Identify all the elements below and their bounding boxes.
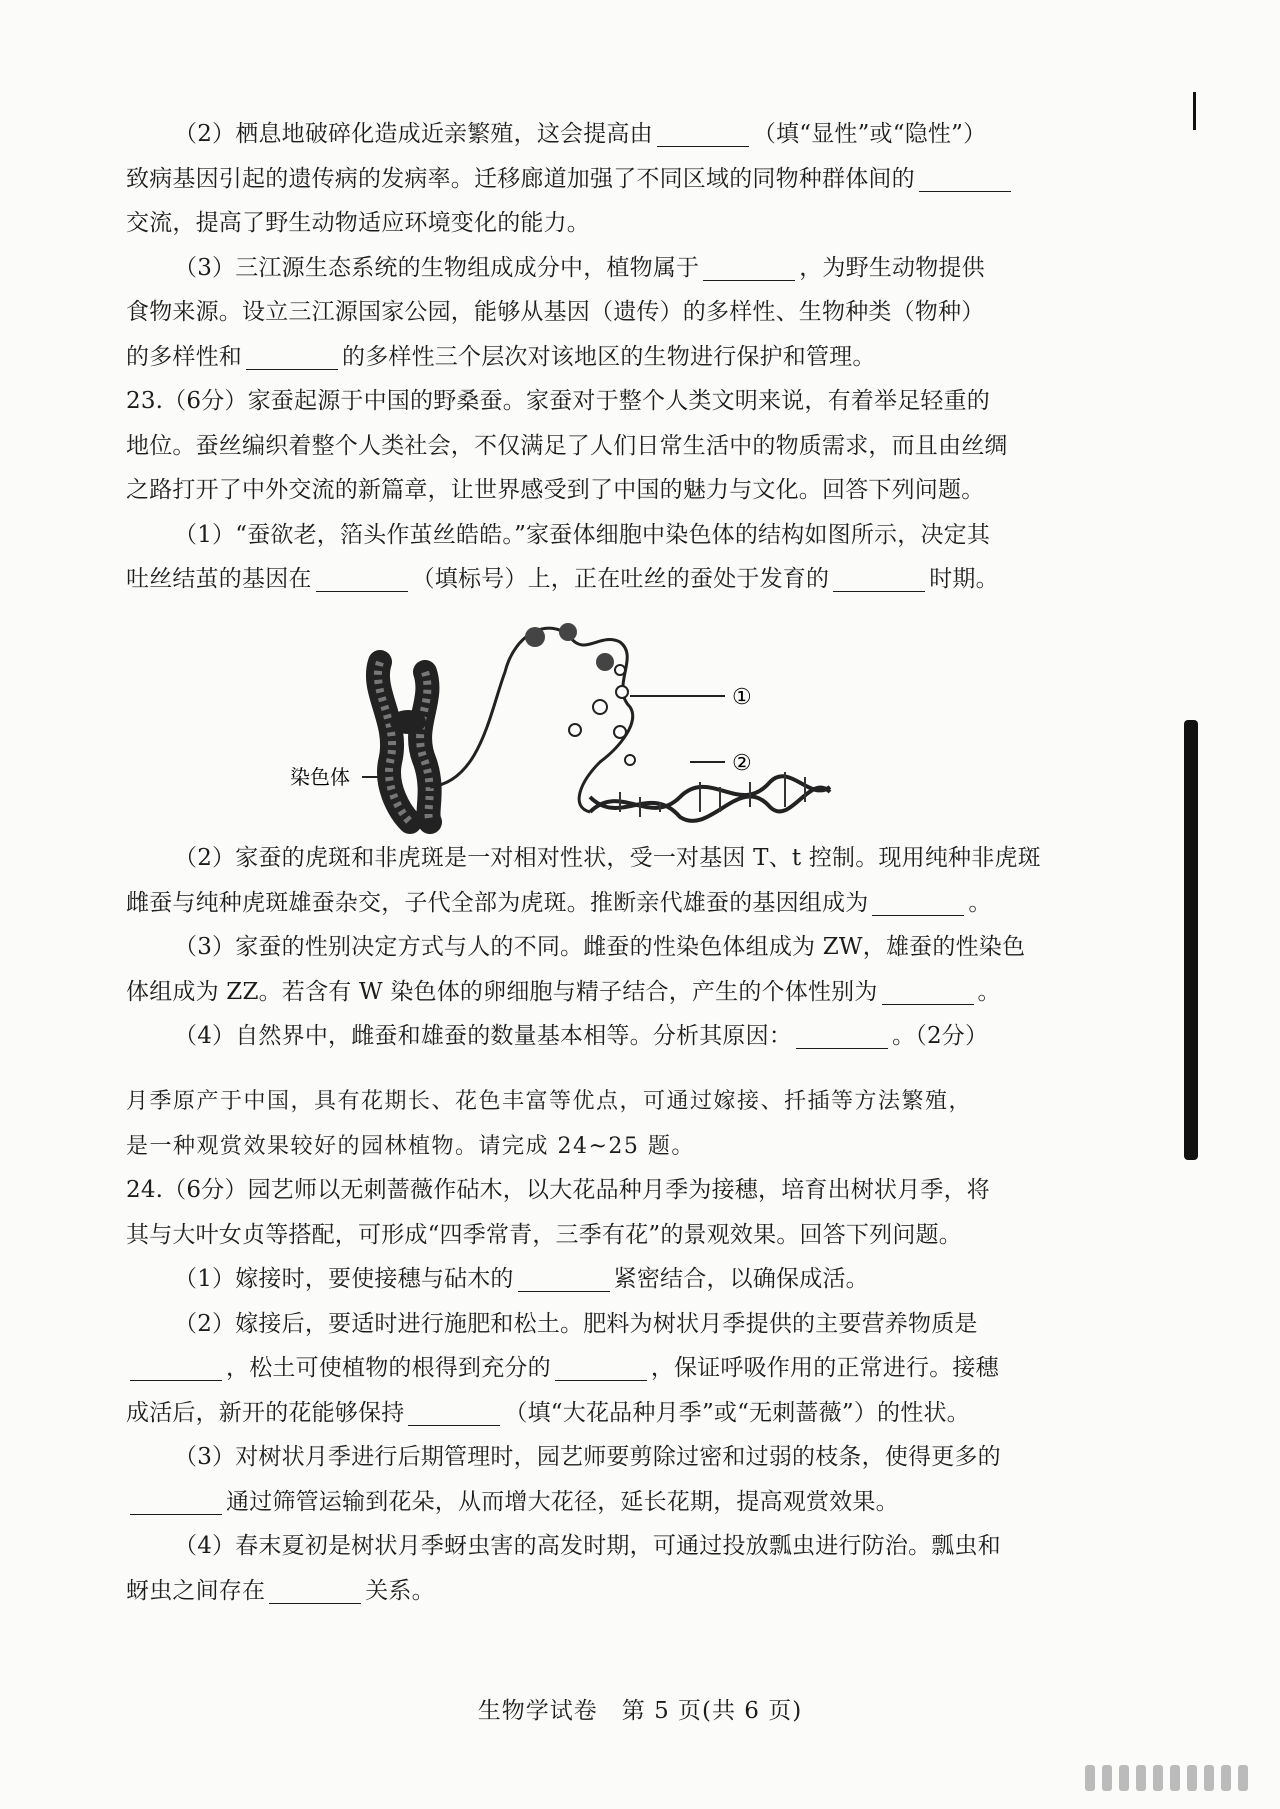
line-text: 雌蚕与纯种虎斑雄蚕杂交，子代全部为虎斑。推断亲代雄蚕的基因组成为 (126, 889, 869, 916)
text-line (126, 1213, 1126, 1258)
line-text: （2）嫁接后，要适时进行施肥和松土。肥料为树状月季提供的主要营养物质是 (174, 1310, 978, 1337)
text-line (126, 1346, 1126, 1391)
questions-part-1 (126, 112, 1126, 602)
line-text: ，松土可使植物的根得到充分的 (226, 1355, 551, 1381)
line-text: （4）春末夏初是树状月季蚜虫害的高发时期，可通过投放瓢虫进行防治。瓢虫和 (174, 1533, 1001, 1559)
text-line (126, 513, 1126, 558)
line-text: 的多样性三个层次对该地区的生物进行保护和管理。 (342, 343, 876, 370)
line-text: ，保证呼吸作用的正常进行。接穗 (650, 1355, 999, 1381)
chromosome-drawing (378, 662, 430, 822)
dna-double-helix (590, 772, 830, 821)
text-line (126, 157, 1126, 202)
line-text: 时期。 (929, 566, 999, 592)
scan-edge-mark-side (1184, 720, 1198, 1160)
line-text: （1）“蚕欲老，箔头作茧丝皓皓。”家蚕体细胞中染色体的结构如图所示，决定其 (174, 521, 991, 548)
line-text: 交流，提高了野生动物适应环境变化的能力。 (126, 210, 590, 236)
answer-blank[interactable] (833, 565, 925, 592)
text-line (126, 1257, 1126, 1302)
text-line (126, 881, 1126, 926)
line-text: 体组成为 ZZ。若含有 W 染色体的卵细胞与精子结合，产生的个体性别为 (126, 978, 878, 1005)
line-text: 23.（6分）家蚕起源于中国的野桑蚕。家蚕对于整个人类文明来说，有着举足轻重的 (126, 388, 991, 414)
line-text: （3）对树状月季进行后期管理时，园艺师要剪除过密和过弱的枝条，使得更多的 (174, 1444, 1001, 1470)
text-line (126, 335, 1126, 380)
answer-blank[interactable] (872, 889, 964, 916)
page-footer: 生物学试卷 第 5 页(共 6 页) (477, 1698, 803, 1724)
line-text: 地位。蚕丝编织着整个人类社会，不仅满足了人们日常生活中的物质需求，而且由丝绸 (126, 432, 1008, 459)
line-text: （2）家蚕的虎斑和非虎斑是一对相对性状，受一对基因 T、t 控制。现用纯种非虎斑 (174, 845, 1041, 871)
text-line (126, 468, 1126, 513)
scan-edge-mark-top (1193, 92, 1196, 130)
text-line (126, 424, 1126, 469)
line-text: （3）三江源生态系统的生物组成成分中，植物属于 (174, 254, 700, 281)
line-text: 紧密结合，以确保成活。 (613, 1266, 869, 1292)
intro-line: 是一种观赏效果较好的园林植物。请完成 24~25 题。 (126, 1133, 695, 1159)
answer-blank[interactable] (246, 343, 338, 370)
line-text: 蚜虫之间存在 (126, 1577, 266, 1604)
line-text: 24.（6分）园艺师以无刺蔷薇作砧木，以大花品种月季为接穗，培育出树状月季，将 (126, 1177, 991, 1203)
line-text: （4）自然界中，雌蚕和雄蚕的数量基本相等。分析其原因： (174, 1023, 793, 1049)
text-line (126, 970, 1126, 1015)
text-line (126, 1569, 1126, 1614)
text-line (126, 1480, 1126, 1525)
text-line (126, 246, 1126, 291)
line-text: 。（2分） (892, 1023, 989, 1049)
line-text: （填“显性”或“隐性”） (752, 121, 987, 147)
line-text: 之路打开了中外交流的新篇章，让世界感受到了中国的魅力与文化。回答下列问题。 (126, 477, 985, 503)
text-line (126, 112, 1126, 157)
line-text: 致病基因引起的遗传病的发病率。迁移廊道加强了不同区域的同物种群体间的 (126, 165, 915, 192)
figure-label-chromosome: 染色体 (290, 765, 350, 789)
answer-blank[interactable] (269, 1577, 361, 1604)
answer-blank[interactable] (408, 1399, 500, 1426)
questions-part-3 (126, 1168, 1126, 1613)
text-line (126, 290, 1126, 335)
answer-blank[interactable] (657, 120, 749, 147)
phone-nav-bar (0, 1741, 1280, 1809)
line-text: （1）嫁接时，要使接穗与砧木的 (174, 1266, 514, 1292)
text-line (126, 1391, 1126, 1436)
line-text: （3）家蚕的性别决定方式与人的不同。雌蚕的性染色体组成为 ZW，雄蚕的性染色 (174, 934, 1026, 960)
text-line (126, 1014, 1126, 1059)
answer-blank[interactable] (919, 165, 1011, 192)
answer-blank[interactable] (316, 565, 408, 592)
answer-blank[interactable] (796, 1022, 888, 1049)
line-text: 关系。 (365, 1577, 435, 1604)
line-text: 吐丝结茧的基因在 (126, 566, 312, 592)
chromosome-dna-figure (290, 612, 930, 842)
rose-intro-passage (126, 1080, 1126, 1169)
text-line (126, 379, 1126, 424)
line-text: 通过筛管运输到花朵，从而增大花径，延长花期，提高观赏效果。 (226, 1488, 899, 1515)
line-text: 的多样性和 (126, 343, 242, 370)
line-text: ，为野生动物提供 (799, 254, 985, 281)
text-line (126, 1168, 1126, 1213)
line-text: （填标号）上，正在吐丝的蚕处于发育的 (411, 566, 830, 592)
text-line (126, 1435, 1126, 1480)
questions-part-2 (126, 836, 1126, 1059)
line-text: （填“大花品种月季”或“无刺蔷薇”）的性状。 (504, 1399, 970, 1426)
line-text: 。 (968, 889, 992, 916)
figure-label-1: ① (732, 685, 752, 710)
text-line (126, 836, 1126, 881)
text-line (126, 1524, 1126, 1569)
answer-blank[interactable] (130, 1354, 222, 1381)
figure-label-2: ② (732, 751, 752, 776)
line-text: 成活后，新开的花能够保持 (126, 1399, 405, 1426)
answer-blank[interactable] (703, 254, 795, 281)
intro-line: 月季原产于中国，具有花期长、花色丰富等优点，可通过嫁接、扦插等方法繁殖， (126, 1089, 973, 1114)
line-text: 食物来源。设立三江源国家公园，能够从基因（遗传）的多样性、生物种类（物种） (126, 299, 985, 325)
line-text: （2）栖息地破碎化造成近亲繁殖，这会提高由 (174, 121, 653, 147)
text-line (126, 925, 1126, 970)
text-line (126, 201, 1126, 246)
answer-blank[interactable] (882, 978, 974, 1005)
text-line (126, 1302, 1126, 1347)
text-line (126, 557, 1126, 602)
answer-blank[interactable] (130, 1488, 222, 1515)
answer-blank[interactable] (518, 1265, 610, 1292)
line-text: 其与大叶女贞等搭配，可形成“四季常青，三季有花”的景观效果。回答下列问题。 (126, 1221, 962, 1248)
line-text: 。 (977, 978, 1001, 1005)
answer-blank[interactable] (555, 1354, 647, 1381)
